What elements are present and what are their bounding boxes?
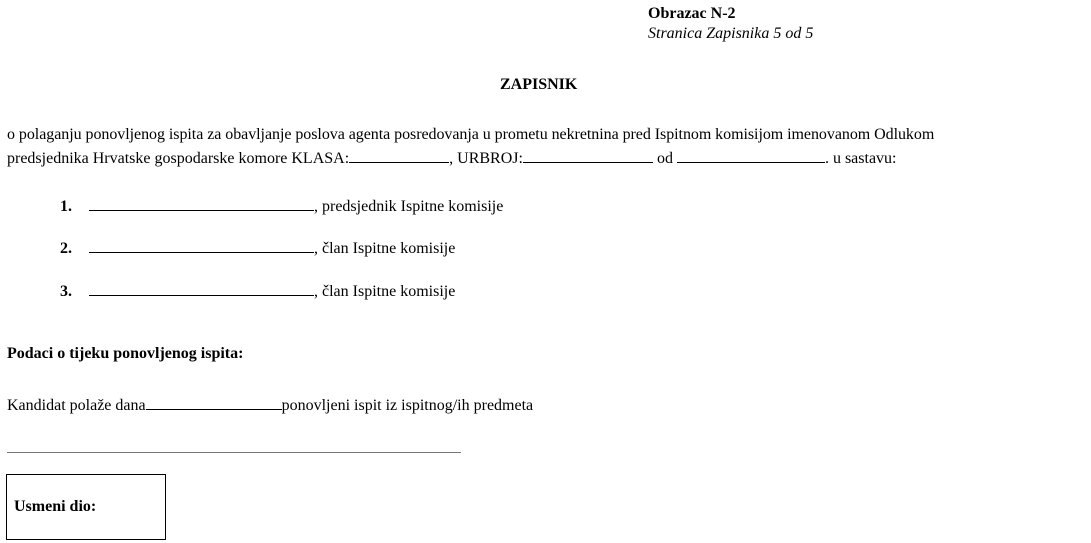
exam-date-field[interactable]: [146, 395, 282, 410]
candidate-line: [7, 395, 533, 416]
klasa-field[interactable]: [349, 148, 449, 163]
member-name-field[interactable]: [89, 281, 314, 296]
subjects-line-field[interactable]: [7, 452, 461, 453]
candidate-text-before: Kandidat polaže dana: [7, 397, 146, 414]
page-info: Stranica Zapisnika 5 od 5: [648, 25, 814, 42]
member-number: 1.: [60, 198, 72, 215]
oral-part-box: [6, 474, 166, 540]
intro-line-2: [7, 148, 897, 169]
member-row-1: [60, 196, 503, 217]
intro-text-sastav: . u sastavu:: [824, 150, 897, 167]
member-role: , član Ispitne komisije: [314, 240, 456, 257]
date-field[interactable]: [677, 148, 825, 163]
intro-text-urbroj: , URBROJ:: [449, 150, 523, 167]
member-role: , član Ispitne komisije: [314, 283, 456, 300]
urbroj-field[interactable]: [523, 148, 653, 163]
member-row-2: [60, 238, 455, 259]
oral-part-label: Usmeni dio:: [14, 498, 97, 515]
section-heading: Podaci o tijeku ponovljenog ispita:: [7, 345, 244, 362]
candidate-text-after: ponovljeni ispit iz ispitnog/ih predmeta: [281, 397, 534, 414]
intro-text-klasa: predsjednika Hrvatske gospodarske komore KLASA:: [7, 150, 350, 167]
member-name-field[interactable]: [89, 196, 314, 211]
member-role: , predsjednik Ispitne komisije: [314, 198, 504, 215]
intro-text-od: od: [652, 150, 677, 167]
member-number: 2.: [60, 240, 72, 257]
member-row-3: [60, 281, 455, 302]
document-title: ZAPISNIK: [500, 76, 578, 93]
intro-line-1: o polaganju ponovljenog ispita za obavljanje poslova agenta posredovanja u prometu nekretnina pred Ispitnom komisijom imenovanom Odlukom: [7, 126, 935, 143]
form-code: Obrazac N-2: [648, 5, 736, 22]
member-name-field[interactable]: [89, 238, 314, 253]
member-number: 3.: [60, 283, 72, 300]
